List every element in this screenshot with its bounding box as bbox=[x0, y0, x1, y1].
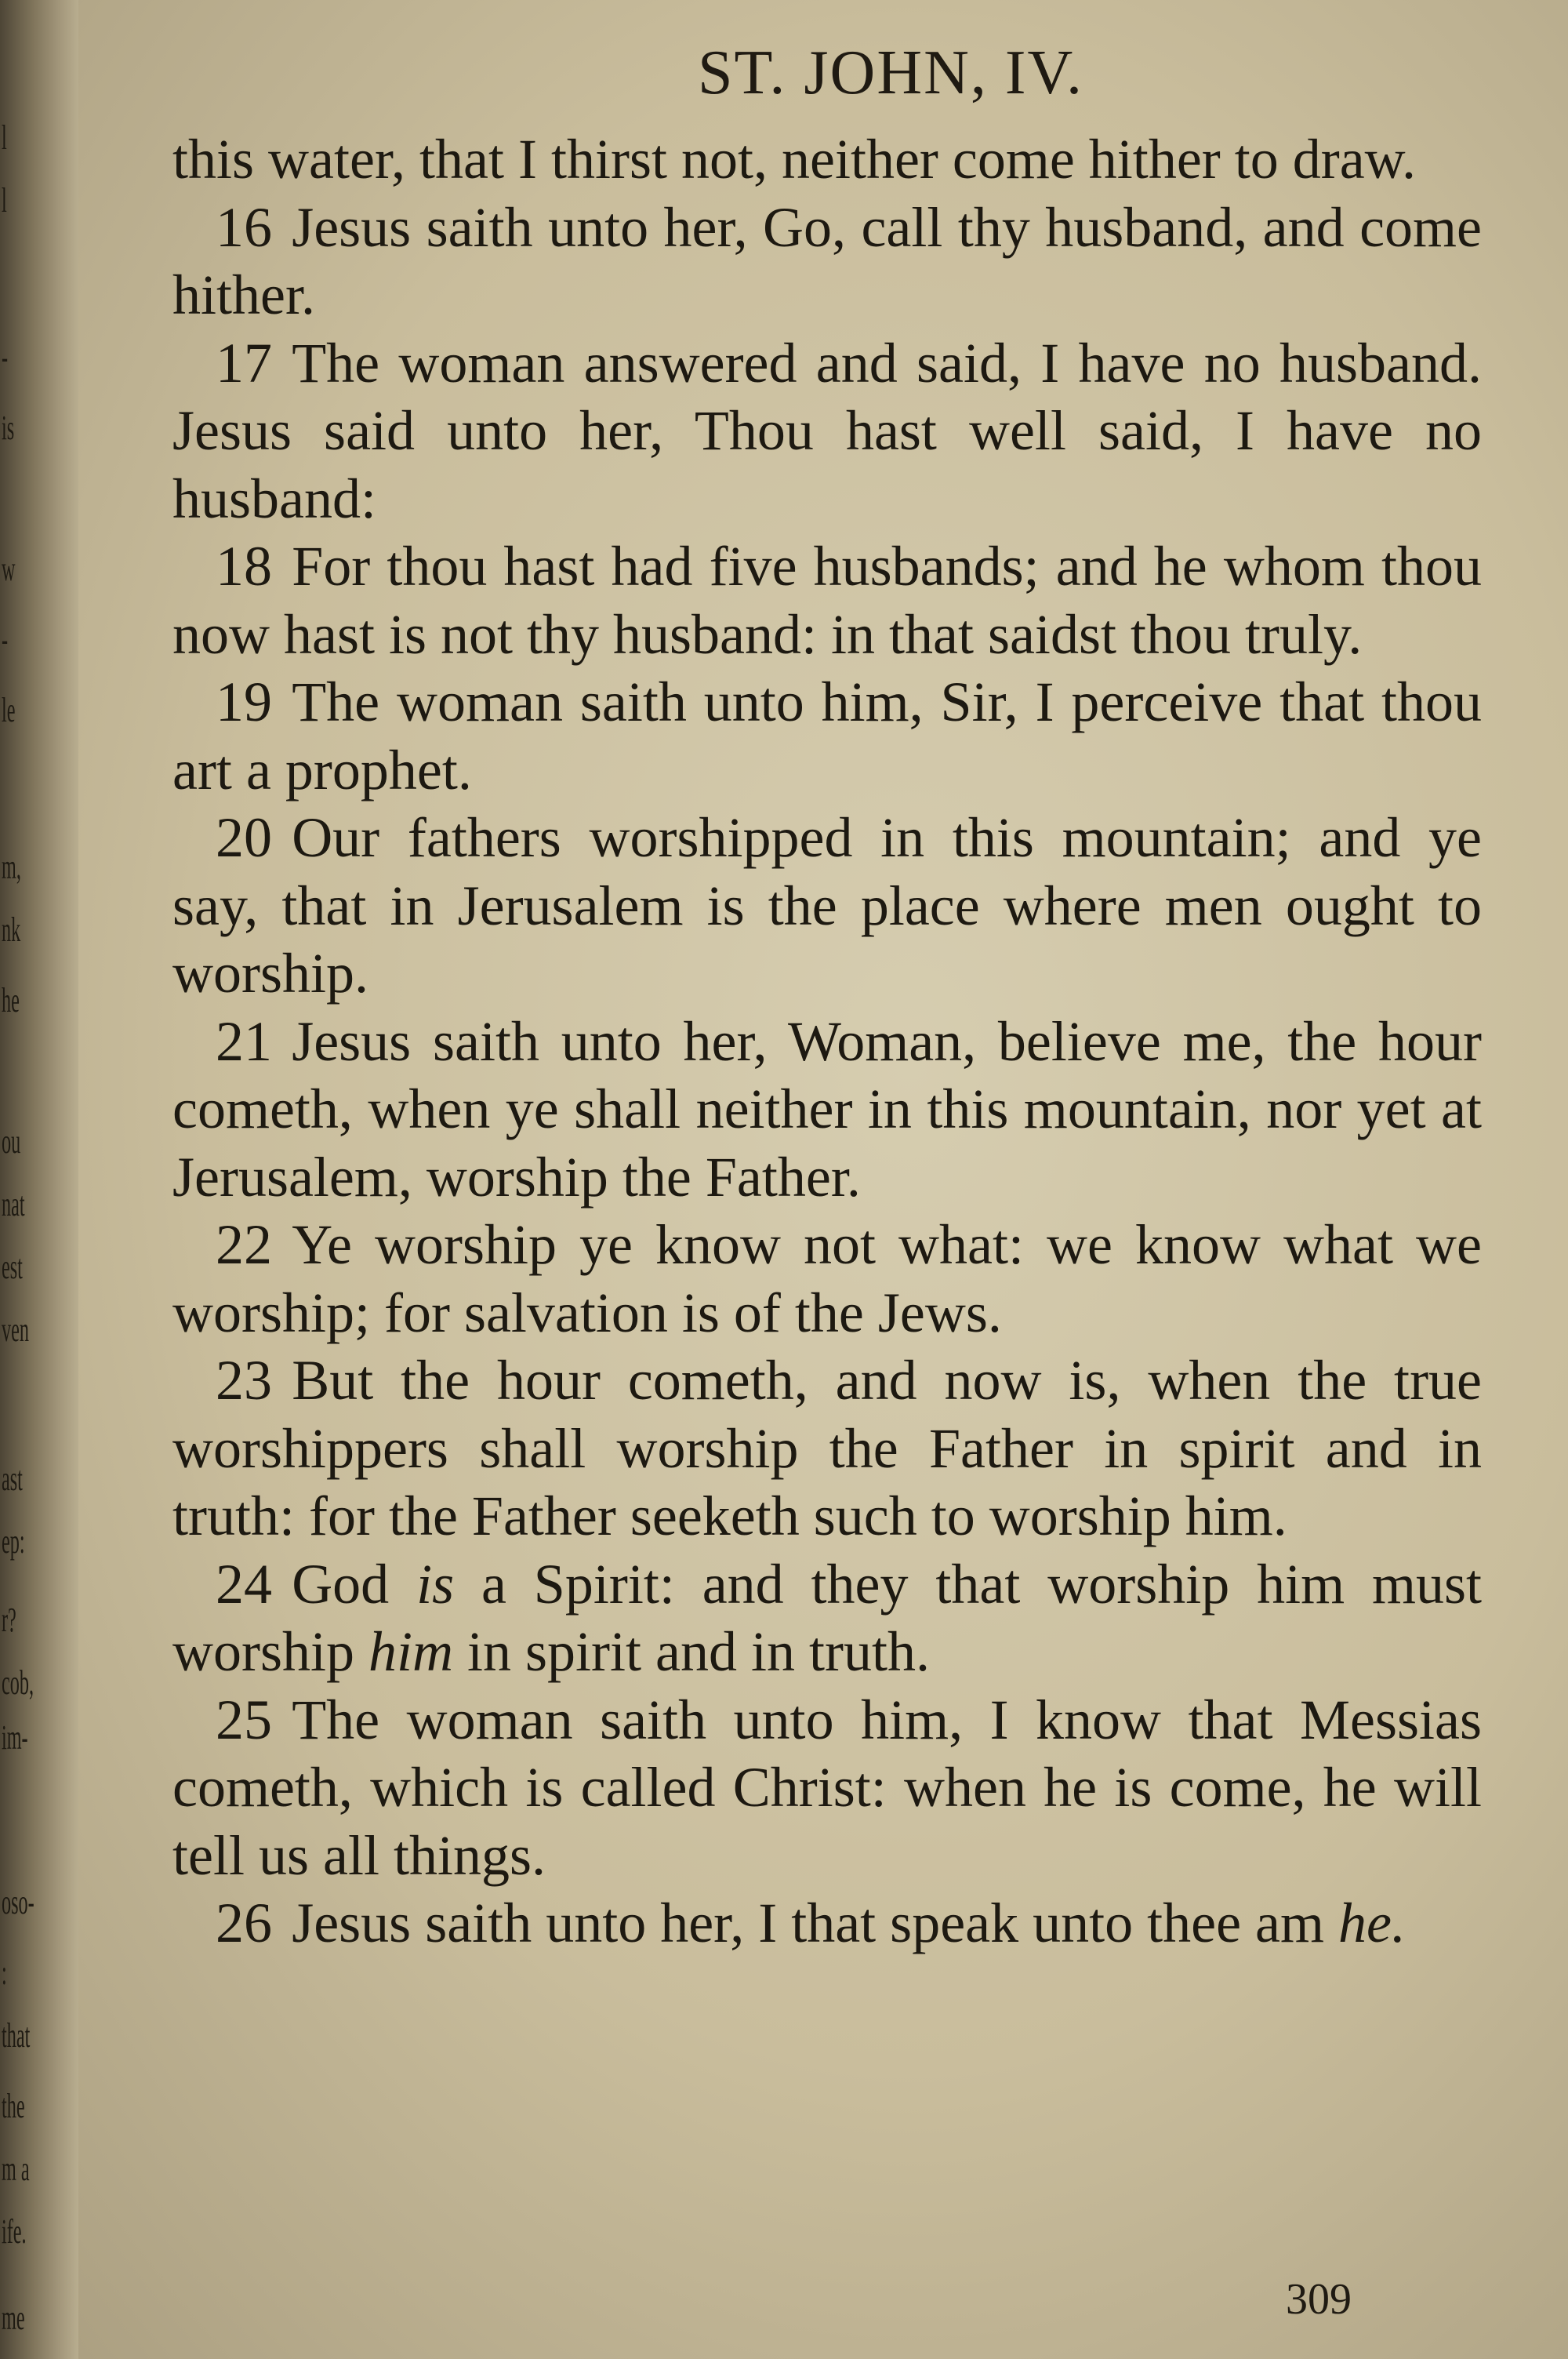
verse-text: God bbox=[292, 1552, 417, 1616]
verse-number: 21 bbox=[216, 1009, 272, 1073]
verse-text: Our fathers worshipped in this mountain; and ye say, that in Jerusalem is the place where men ought to worship. bbox=[172, 806, 1482, 1005]
facing-page-fragment: oso- bbox=[2, 1883, 34, 1921]
facing-page-fragment: - bbox=[2, 620, 9, 659]
facing-page-fragment: m a bbox=[2, 2150, 30, 2188]
facing-page-fragment: cob, bbox=[2, 1663, 34, 1702]
facing-page-fragment: l bbox=[2, 118, 7, 157]
verse-26 bbox=[172, 1889, 1482, 1957]
facing-page-fragment: nk bbox=[2, 911, 21, 949]
verse-16 bbox=[172, 194, 1482, 329]
facing-page-fragment: he bbox=[2, 981, 20, 1020]
verse-number: 26 bbox=[216, 1892, 272, 1954]
verse-text: Jesus saith unto her, Go, call thy husband, and come hither. bbox=[172, 195, 1482, 326]
facing-page-fragment: - bbox=[2, 338, 9, 376]
verse-number: 24 bbox=[216, 1552, 272, 1616]
facing-page-fragment: ast bbox=[2, 1459, 23, 1498]
verse-text: The woman saith unto him, Sir, I perceive that thou art a prophet. bbox=[172, 671, 1482, 801]
verse-text: For thou hast had five husbands; and he whom thou now hast is not thy husband: in that saidst thou truly. bbox=[172, 535, 1482, 666]
verse-continuation bbox=[172, 125, 1482, 194]
facing-page-fragment: l bbox=[2, 181, 7, 220]
facing-page-fragment: me bbox=[2, 2299, 25, 2337]
verse-text: The woman saith unto him, I know that Messias cometh, which is called Christ: when he is come, he will tell us all things. bbox=[172, 1688, 1482, 1887]
verse-text-italic: him bbox=[368, 1620, 453, 1683]
facing-page-fragment: im- bbox=[2, 1718, 28, 1757]
verse-text: a Spirit: and they that worship him must worship bbox=[172, 1552, 1482, 1683]
verse-text-italic: is bbox=[416, 1552, 455, 1616]
verse-19 bbox=[172, 668, 1482, 804]
facing-page-fragment: is bbox=[2, 409, 15, 447]
verse-text: this water, that I thirst not, neither come hither to draw. bbox=[172, 128, 1417, 191]
verse-number: 25 bbox=[216, 1688, 272, 1751]
facing-page-fragment: le bbox=[2, 691, 16, 729]
verse-21 bbox=[172, 1008, 1482, 1212]
facing-page-fragment: r? bbox=[2, 1601, 16, 1639]
verse-20 bbox=[172, 804, 1482, 1008]
verse-23 bbox=[172, 1347, 1482, 1550]
facing-page-fragment: est bbox=[2, 1248, 23, 1286]
verse-number: 17 bbox=[216, 331, 272, 394]
verse-text-italic: he. bbox=[1338, 1892, 1406, 1954]
verse-24 bbox=[172, 1550, 1482, 1686]
scripture-text bbox=[172, 125, 1482, 1957]
verse-text: Ye worship ye know not what: we know what we worship; for salvation is of the Jews. bbox=[172, 1213, 1482, 1344]
verse-text: in spirit and in truth. bbox=[453, 1620, 930, 1683]
verse-number: 16 bbox=[216, 195, 272, 259]
facing-page-edge bbox=[0, 0, 78, 2359]
verse-text: The woman answered and said, I have no husband. Jesus said unto her, Thou hast well said, I have no husband: bbox=[172, 331, 1482, 530]
verse-25 bbox=[172, 1686, 1482, 1890]
verse-number: 18 bbox=[216, 535, 272, 598]
facing-page-fragment: ou bbox=[2, 1122, 21, 1161]
facing-page-fragment: ife. bbox=[2, 2212, 27, 2251]
verse-17 bbox=[172, 329, 1482, 533]
verse-number: 19 bbox=[216, 671, 272, 733]
verse-number: 22 bbox=[216, 1213, 272, 1276]
facing-page-fragment: w bbox=[2, 550, 16, 588]
facing-page-fragment: m, bbox=[2, 848, 21, 886]
verse-number: 23 bbox=[216, 1349, 272, 1412]
facing-page-fragment: ep: bbox=[2, 1522, 25, 1561]
page-number: 309 bbox=[1286, 2275, 1352, 2324]
verse-text: But the hour cometh, and now is, when the true worshippers shall worship the Father in spirit and in truth: for the Father seeketh such to worship him. bbox=[172, 1349, 1482, 1547]
book-page bbox=[78, 0, 1568, 2359]
verse-text: Jesus saith unto her, Woman, believe me, the hour cometh, when ye shall neither in this mountain, nor yet at Jerusalem, worship the Father. bbox=[172, 1009, 1482, 1209]
verse-text: Jesus saith unto her, I that speak unto thee am bbox=[292, 1892, 1338, 1954]
facing-page-fragment: nat bbox=[2, 1185, 25, 1223]
verse-22 bbox=[172, 1211, 1482, 1347]
facing-page-fragment: the bbox=[2, 2087, 25, 2125]
verse-18 bbox=[172, 533, 1482, 668]
verse-number: 20 bbox=[216, 806, 272, 869]
facing-page-fragment: : bbox=[2, 1954, 7, 1992]
facing-page-fragment: that bbox=[2, 2016, 31, 2055]
facing-page-fragment: ven bbox=[2, 1310, 29, 1349]
running-head: ST. JOHN, IV. bbox=[698, 38, 1083, 107]
